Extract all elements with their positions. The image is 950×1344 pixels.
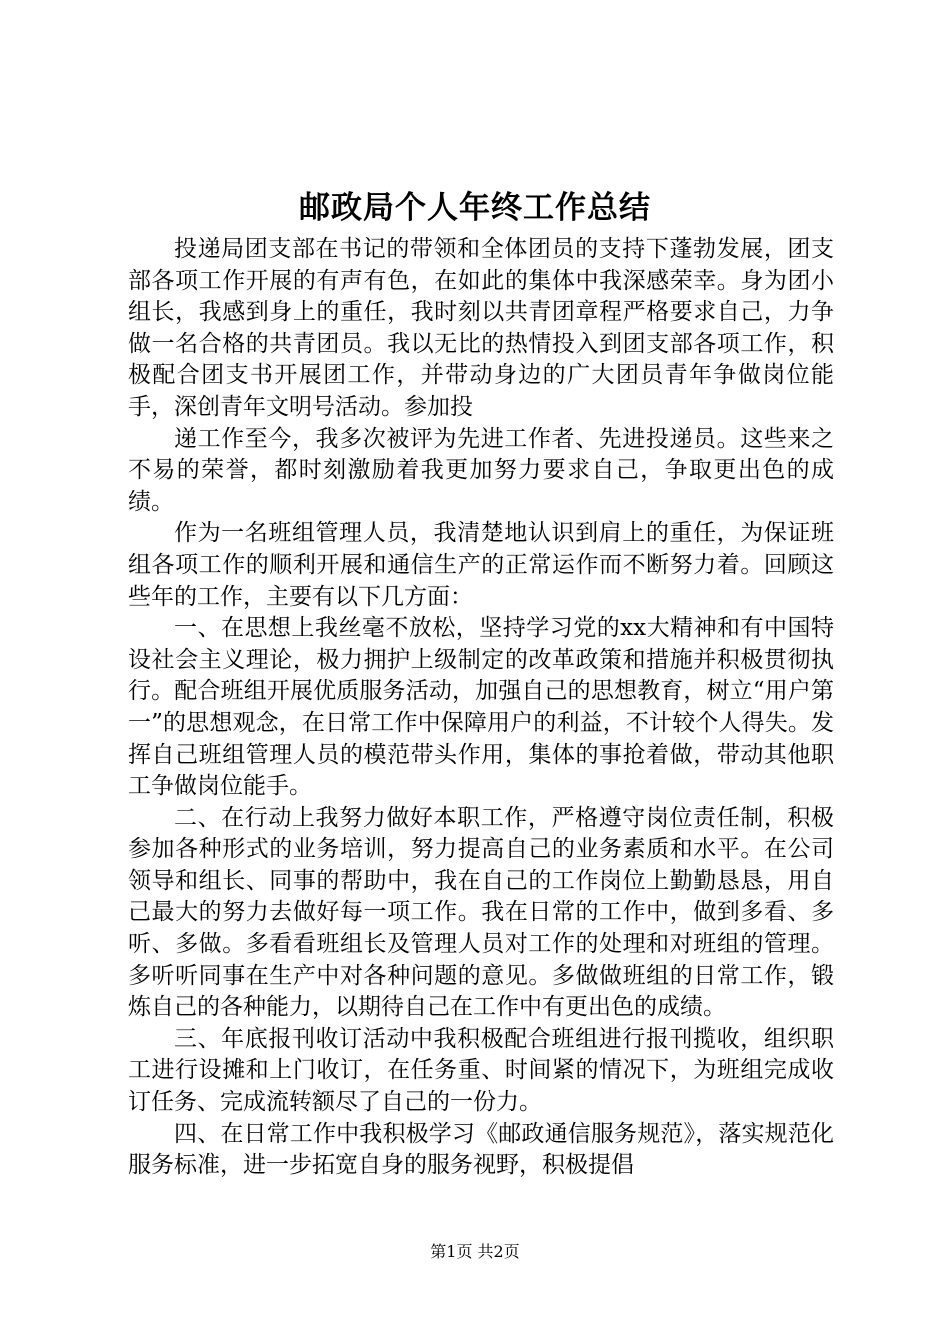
paragraph: 二、在行动上我努力做好本职工作，严格遵守岗位责任制，积极参加各种形式的业务培训，努力提高自己的业务素质和水平。在公司领导和组长、同事的帮助中，我在自己的工作岗位上勤勤恳恳，用自己最大的努力去做好每一项工作。我在日常的工作中，做到多看、多听、多做。多看看班组长及管理人员对工作的处理和对班组的管理。多听听同事在生产中对各种问题的意见。多做做班组的日常工作，锻炼自己的各种能力，以期待自己在工作中有更出色的成绩。: [128, 804, 834, 1021]
paragraph: 投递局团支部在书记的带领和全体团员的支持下蓬勃发展，团支部各项工作开展的有声有色，在如此的集体中我深感荣幸。身为团小组长，我感到身上的重任，我时刻以共青团章程严格要求自己，力争做一名合格的共青团员。我以无比的热情投入到团支部各项工作，积极配合团支书开展团工作，并带动身边的广大团员青年争做岗位能手，深创青年文明号活动。参加投: [128, 236, 834, 420]
paragraph: 三、年底报刊收订活动中我积极配合班组进行报刊揽收，组织职工进行设摊和上门收订，在任务重、时间紧的情况下，为班组完成收订任务、完成流转额尽了自己的一份力。: [128, 1025, 834, 1116]
paragraph: 作为一名班组管理人员，我清楚地认识到肩上的重任，为保证班组各项工作的顺利开展和通信生产的正常运作而不断努力着。回顾这些年的工作，主要有以下几方面：: [128, 520, 834, 610]
document-title: 邮政局个人年终工作总结: [299, 190, 651, 226]
paragraph: 一、在思想上我丝毫不放松，坚持学习党的xx大精神和有中国特设社会主义理论，极力拥护上级制定的改革政策和措施并积极贯彻执行。配合班组开展优质服务活动，加强自己的思想教育，树立“用户第一”的思想观念，在日常工作中保障用户的利益，不计较个人得失。发挥自己班组管理人员的模范带头作用，集体的事抢着做，带动其他职工争做岗位能手。: [128, 615, 834, 800]
paragraph: 递工作至今，我多次被评为先进工作者、先进投递员。这些来之不易的荣誉，都时刻激励着我更加努力要求自己，争取更出色的成绩。: [128, 425, 834, 515]
document-body: [128, 234, 834, 1182]
page-number-footer: 第1页 共2页: [430, 1242, 520, 1261]
paragraph: 四、在日常工作中我积极学习《邮政通信服务规范》，落实规范化服务标准，进一步拓宽自身的服务视野，积极提倡: [128, 1120, 834, 1179]
